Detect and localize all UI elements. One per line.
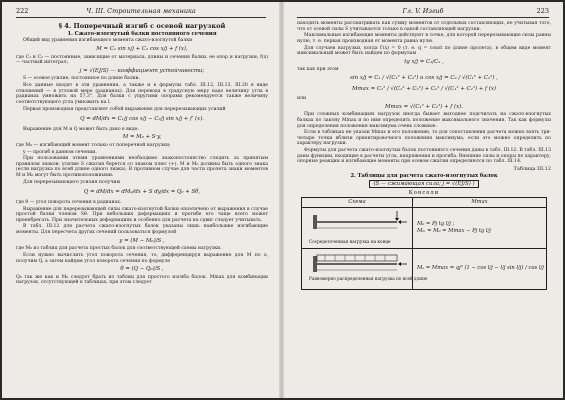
column-header-scheme: Схема (302, 198, 413, 206)
right-page-body (297, 21, 551, 394)
paragraph: Для перерезывающего усилия получим (23, 179, 121, 185)
mmax-point-load: M₀ = Pj tg l/j ; Mₘ = M₀ = Mmax − Pj tg l/j (417, 221, 491, 234)
paragraph: Если нужно вычислить угол поворота сечения, то, дифференцируя выражение для M по x, получим Q, а затем найдем угол поворота сечения по формуле (16, 252, 268, 264)
section-title: § 4. Поперечный изгиб с осевой нагрузкой (58, 22, 226, 30)
formula-rotation: θ = (Q − Q₀)/S , (120, 266, 164, 273)
table-row (302, 208, 546, 249)
paragraph: или (297, 96, 307, 102)
right-page (283, 2, 563, 398)
subsection-title: 1. Сжато-изогнутый балки постоянного сечения (67, 31, 217, 38)
row-label: Равномерно распределенная нагрузка по всей длине (309, 275, 428, 281)
table-legend: (S — сжимающая сила; j = √(EJ/S) ) (297, 181, 551, 187)
paragraph: где C₁ и C₂ — постоянные, зависящие от материала, длины и сечения балки, ее опор и нагрузки; f(x) — частный интеграл; (16, 54, 268, 66)
paragraph: где θ — угол поворота сечения в радианах. (16, 199, 122, 205)
table-row (302, 249, 546, 289)
paragraph: Первая производная представляет собой выражение для перерезывающих усилий (23, 106, 226, 112)
formula-shear: Q = dM/dx = C₁/j cos x/j − C₂/j sin x/j + f′ (x). (80, 116, 204, 123)
scheme-point-load (302, 208, 413, 248)
cantilever-distributed-load-diagram (305, 250, 428, 288)
paragraph: Выражение для M и Q может быть дано в виде: (23, 126, 139, 132)
formula-mmax-short: Mmax = √(C₁² + C₂²) + f (x). (385, 103, 463, 110)
left-page (2, 2, 280, 398)
formula-tg: tg x/j = C₁/C₂ , (404, 58, 444, 65)
row-label: Сосредоточенная нагрузка на конце (309, 238, 391, 244)
formula-moment: M = C₁ sin x/j + C₂ cos x/j + f (x), (96, 45, 188, 52)
right-page-number: 223 (536, 7, 549, 15)
paragraph: S — осевое усилие, постоянное по длине балки. (23, 76, 141, 82)
paragraph: находить моменты рассматривать как сумму моментов от отдельных составляющих, не учитывая того, что от осевой силы S учитывается только в одной составляющей нагрузки. (297, 21, 551, 32)
formula-q: Q = dM/dx = dM₀/dx + S dy/dx = Q₀ + Sθ, (83, 189, 201, 196)
formula-sin-cos: sin x/j = C₁ / √(C₁² + C₂²) и cos x/j = C₂ / √(C₁² + C₂²) , (350, 74, 498, 81)
formula-m-sum: M = M₀ + S·y, (122, 134, 162, 141)
table-title: 2. Таблицы для расчета сжато-изогнутых балок (350, 173, 498, 180)
column-header-mmax: Mmax (471, 199, 488, 206)
formula-stability: j = √(EJ/S) — коэффициент устойчивости; (79, 67, 205, 74)
book-spread (2, 2, 563, 398)
paragraph: Для случаев нагрузки, когда f′(x) = 0 (т. е. q = const по длине пролета), в общем виде момент максимальный может быть найден по формулам (297, 45, 551, 57)
wall-support-icon (313, 256, 317, 272)
beam-table (301, 197, 547, 289)
left-running-header (16, 7, 266, 18)
table-group-consoles: Консоли (408, 189, 440, 196)
left-running-head: Ч. III. Строительная механика (86, 7, 196, 15)
paragraph: При сложных комбинациях нагрузок иногда бывает выгоднее подсчитать на сжато-изогнутых балках по закону Mmax и по ним определить положение максимального значения. Так как формулы для определения положения максимума очень сложные. (297, 112, 551, 129)
paragraph: В табл. III.12 для расчета сжато-изогнутых балок указаны лишь наибольшие изгибающие моменты. Для пересчета других сечений пользоваться формулой (16, 224, 268, 236)
paragraph: Формулы для расчета сжато-изогнутых балок постоянного сечения даны в табл. III.12. В табл. III.13 даны функции, входящие в расчеты угла, напряжения и прогиба. Внешние силы и опоры по характеру, опорные реакции и изгибающие моменты при осевом сжатии определяются по табл. III.14. (297, 148, 551, 165)
paragraph: y — прогиб в данном сечении. (23, 149, 97, 155)
formula-deflection: y = (M − M₀)/S , (119, 237, 165, 244)
paragraph: Если в таблицах не указан Mmax и его положение, то для сопоставления расчета можно взять три-четыре точки вблизи ориентировочного положения максимума, если это можно определить по характеру нагрузки. (297, 130, 551, 147)
paragraph: Общий вид уравнения изгибающего момента сжато-изогнутой балки (23, 38, 193, 44)
paragraph: Q₀ так же как и M₀ следует брать из таблиц для простого изгиба балок. Mmax для комбинации нагрузок, отсутствующей в таблицах, при этом следует (16, 274, 268, 286)
paragraph: Выражение для перерезывающей силы сжато-изогнутой балки опоэтичено от выражения в случае простой балки членом Sθ. При небольших деформациях и прогибе его чаще всего может пренебрегать. При значительных деформациях и особенно для расчета на сдвиг следует учитывать. (16, 206, 268, 223)
right-running-header (297, 7, 549, 18)
formula-mmax: Mmax = C₁² / √(C₁² + C₂²) + C₂² / √(C₁² + C₂²) + f (x) (351, 85, 496, 92)
wall-support-icon (313, 215, 317, 229)
paragraph: где M₀ из таблиц для расчета простых балок для соответствующей схемы нагрузки. (16, 246, 222, 252)
table-label: Таблица III.12 (513, 165, 551, 172)
cantilever-point-load-diagram (305, 209, 409, 247)
left-page-number: 222 (16, 7, 29, 15)
right-running-head: Гл. V. Изгиб (402, 7, 444, 15)
paragraph: При пользовании этими уравнениями необходимо знакопостоянство следить за принятым правилом знаков: усилие S сжатия берется со знаком плюс (+). M и M₀ должны быть одного знака (если нагрузка по всей длине одного знака). В противном случае для части пролета знаки моментов M и M₀ могут быть противоположными. (16, 156, 268, 179)
table-header (302, 198, 546, 207)
paragraph: так как при этом (297, 67, 339, 73)
paragraph: где M₀ — изгибающий момент только от поперечной нагрузки; (16, 142, 171, 148)
paragraph: Все данные входят в эти уравнения, а также и в формулы табл. III.12, III.13, III.20 в виде отношений — в угловой мере (радианах). Для перевода в градусную меру надо величину угла в радианах умножить на 57,3°. Для балки с упругими опорами рекомендуется также величину соответствующего угла умножить на l. (16, 83, 268, 105)
mmax-distributed-load: Mₐ = Mmax = qj² (1 − cos l/j − l/j sin l/j) / cos l/j (417, 265, 544, 272)
left-page-body (16, 21, 268, 394)
scheme-distributed-load (302, 249, 428, 289)
paragraph: Максимальные изгибающие моменты действуют в точке, для которой перерезывающие силы равны нулю, т. е. первая производная от момента равна нулю. (297, 33, 551, 44)
